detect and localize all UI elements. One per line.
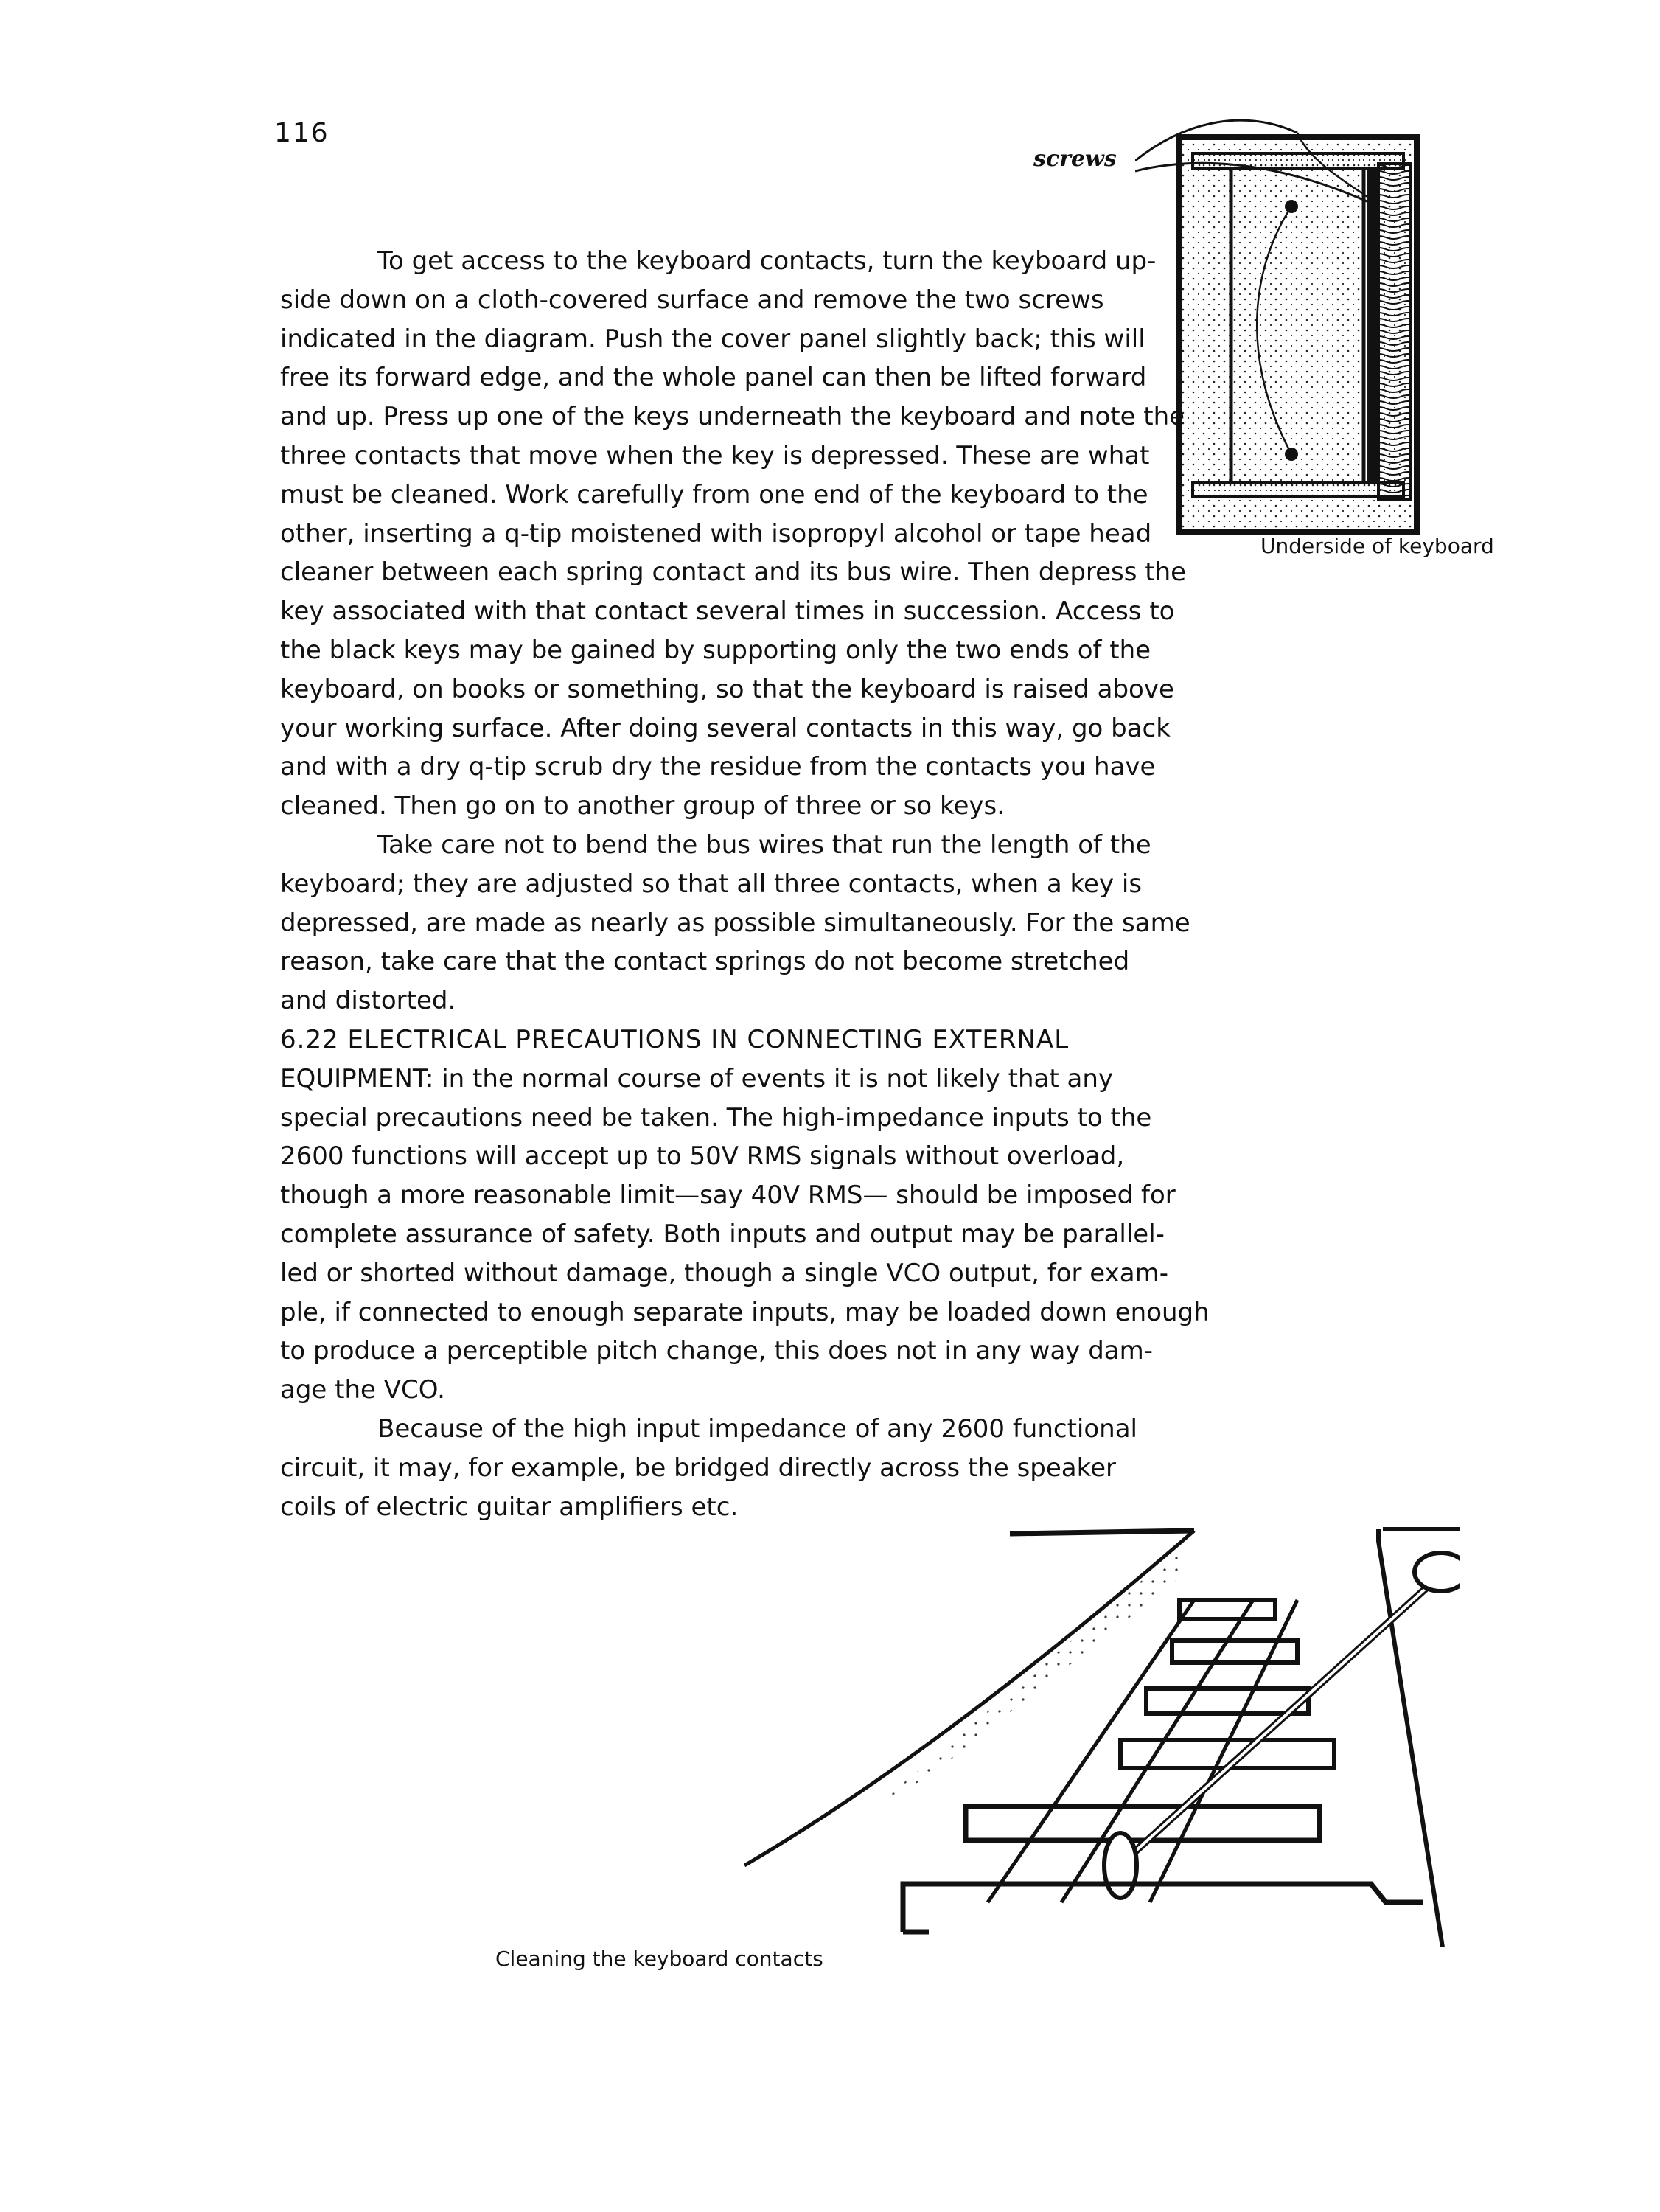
text-line: 2600 functions will accept up to 50V RMS signals without overload, <box>280 1141 1125 1172</box>
text-line: led or shorted without damage, though a single VCO output, for exam- <box>280 1258 1168 1288</box>
text-line: circuit, it may, for example, be bridged directly across the speaker <box>280 1453 1116 1483</box>
text-line: special precautions need be taken. The high-impedance inputs to the <box>280 1102 1152 1133</box>
text-line: cleaner between each spring contact and its bus wire. Then depress the <box>280 557 1187 588</box>
paragraph-electrical-precautions <box>280 1020 1246 1410</box>
text-line: to produce a perceptible pitch change, this does not in any way dam- <box>280 1336 1154 1366</box>
body-text <box>280 242 1246 1526</box>
text-line: the black keys may be gained by supporting only the two ends of the <box>280 635 1151 665</box>
text-line: and up. Press up one of the keys underneath the keyboard and note the <box>280 402 1185 432</box>
text-line: other, inserting a q-tip moistened with isopropyl alcohol or tape head <box>280 518 1152 549</box>
screws-label: screws <box>1033 146 1117 172</box>
text-line: cleaned. Then go on to another group of three or so keys. <box>280 791 1005 821</box>
text-line: complete assurance of safety. Both inputs and output may be parallel- <box>280 1219 1165 1249</box>
text-line: must be cleaned. Work carefully from one end of the keyboard to the <box>280 479 1148 509</box>
text-line: though a more reasonable limit—say 40V RMS— should be imposed for <box>280 1180 1176 1211</box>
text-line: free its forward edge, and the whole panel can then be lifted forward <box>280 363 1147 393</box>
section-heading: 6.22 ELECTRICAL PRECAUTIONS IN CONNECTING EXTERNAL <box>280 1024 1070 1054</box>
paragraph-input-impedance <box>280 1410 1246 1526</box>
page-number: 116 <box>274 118 329 148</box>
text-line: indicated in the diagram. Push the cover panel slightly back; this will <box>280 324 1145 354</box>
paragraph-bus-wires <box>280 826 1246 1020</box>
text-line: keyboard; they are adjusted so that all three contacts, when a key is <box>280 869 1143 899</box>
text-line: ple, if connected to enough separate inputs, may be loaded down enough <box>280 1297 1210 1327</box>
text-line: reason, take care that the contact springs do not become stretched <box>280 947 1130 977</box>
text-line: your working surface. After doing several contacts in this way, go back <box>280 713 1171 743</box>
text-line: and with a dry q-tip scrub dry the residue from the contacts you have <box>280 752 1156 782</box>
text-line: key associated with that contact several times in succession. Access to <box>280 597 1175 627</box>
text-line: EQUIPMENT: in the normal course of events it is not likely that any <box>280 1063 1114 1093</box>
text-line: keyboard, on books or something, so that the keyboard is raised above <box>280 674 1174 704</box>
text-line: and distorted. <box>280 986 456 1016</box>
text-line: Because of the high input impedance of any 2600 functional <box>377 1413 1137 1444</box>
keyboard-underside-caption: Underside of keyboard <box>1260 534 1494 558</box>
text-line: depressed, are made as nearly as possible simultaneously. For the same <box>280 908 1190 938</box>
cleaning-contacts-illustration <box>737 1519 1460 1947</box>
text-line: side down on a cloth-covered surface and remove the two screws <box>280 285 1104 315</box>
paragraph-access-contacts <box>280 242 1246 826</box>
text-line: To get access to the keyboard contacts, turn the keyboard up- <box>377 246 1157 276</box>
text-line: Take care not to bend the bus wires that run the length of the <box>377 830 1151 860</box>
text-line: coils of electric guitar amplifiers etc. <box>280 1492 739 1522</box>
text-line: age the VCO. <box>280 1375 445 1405</box>
text-line: three contacts that move when the key is depressed. These are what <box>280 440 1150 470</box>
cleaning-contacts-caption: Cleaning the keyboard contacts <box>495 1947 823 1971</box>
